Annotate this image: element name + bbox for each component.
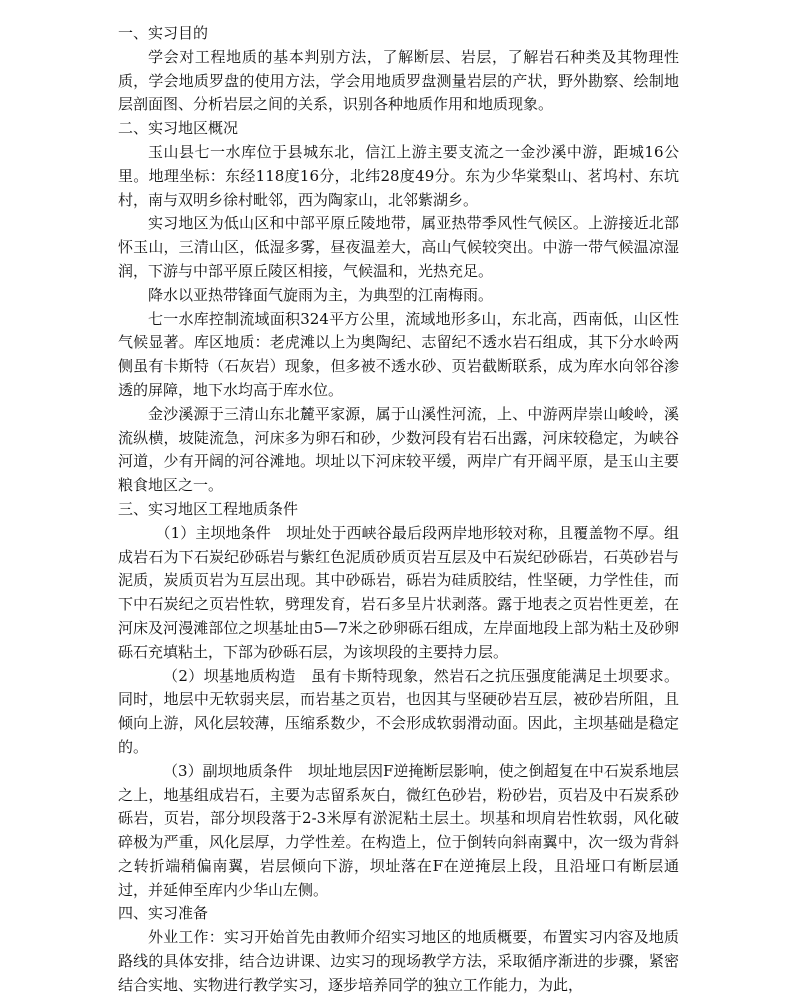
section-overview xyxy=(118,117,679,498)
paragraph: 玉山县七一水库位于县城东北，信江上游主要支流之一金沙溪中游，距城16公里。地理坐标：东经118度16分，北纬28度49分。东为少华棠梨山、茗坞村、东坑村，南与双明乡徐村毗邻，西为陶家山，北邻紫湖乡。 xyxy=(118,142,679,209)
section-preparation xyxy=(118,902,679,997)
paragraph: （2）坝基地质构造 虽有卡斯特现象，然岩石之抗压强度能满足土坝要求。同时，地层中无软弱夹层，而岩基之页岩，也因其与坚硬砂岩互层，被砂岩所阻，且倾向上游，风化层较薄，压缩系数少，不会形成软弱滑动面。因此，主坝基础是稳定的。 xyxy=(118,666,679,756)
paragraph: 七一水库控制流域面积324平方公里，流域地形多山，东北高，西南低，山区性气候显著。库区地质：老虎滩以上为奥陶纪、志留纪不透水岩石组成，其下分水岭两侧虽有卡斯特（石灰岩）现象，但多被不透水砂、页岩截断联系，成为库水向邻谷渗透的屏障，地下水均高于库水位。 xyxy=(118,309,679,399)
section-heading: 二、实习地区概况 xyxy=(118,119,239,138)
paragraph: 金沙溪源于三清山东北麓平家源，属于山溪性河流，上、中游两岸崇山峻岭，溪流纵横，坡陡流急，河床多为卵石和砂，少数河段有岩石出露，河床较稳定，为峡谷河道，少有开阔的河谷滩地。坝址以下河床较平缓，两岸广有开阔平原，是玉山主要粮食地区之一。 xyxy=(118,404,679,495)
section-heading: 三、实习地区工程地质条件 xyxy=(118,499,299,518)
paragraph: 外业工作：实习开始首先由教师介绍实习地区的地质概要，布置实习内容及地质路线的具体安排，结合边讲课、边实习的现场教学方法，采取循序渐进的步骤，紧密结合实地、实物进行教学实习，逐步培养同学的独立工作能力，为此， xyxy=(118,928,679,994)
section-purpose xyxy=(118,22,679,117)
paragraph: 学会对工程地质的基本判别方法，了解断层、岩层，了解岩石种类及其物理性质，学会地质罗盘的使用方法，学会用地质罗盘测量岩层的产状，野外勘察、绘制地层剖面图、分析岩层之间的关系，识别各种地质作用和地质现象。 xyxy=(118,47,679,114)
section-heading: 四、实习准备 xyxy=(118,904,209,923)
section-heading: 一、实习目的 xyxy=(118,24,209,42)
paragraph: 实习地区为低山区和中部平原丘陵地带，属亚热带季风性气候区。上游接近北部怀玉山，三清山区，低湿多雾，昼夜温差大，高山气候较突出。中游一带气候温凉湿润，下游与中部平原丘陵区相接，气候温和，光热充足。 xyxy=(118,214,679,280)
section-geology-conditions xyxy=(118,498,679,903)
paragraph: （1）主坝地条件 坝址处于西峡谷最后段两岸地形较对称，且覆盖物不厚。组成岩石为下石炭纪砂砾岩与紫红色泥质砂质页岩互层及中石炭纪砂砾岩，石英砂岩与泥质，炭质页岩为互层出现。其中砂砾岩，砾岩为硅质胶结，性坚硬，力学性佳，而下中石炭纪之页岩性软，劈理发育，岩石多呈片状剥落。露于地表之页岩性更差，在河床及河漫滩部位之坝基址由5—7米之砂卵砾石组成，左岸面地段上部为粘土及砂卵砾石充填粘土，下部为砂砾石层，为该坝段的主要持力层。 xyxy=(118,523,679,661)
paragraph: （3）副坝地质条件 坝址地层因F逆掩断层影响，使之倒超复在中石炭系地层之上，地基组成岩石，主要为志留系灰白，微红色砂岩，粉砂岩，页岩及中石炭系砂砾岩，页岩，部分坝段落于2-3米厚有淤泥粘土层土。坝基和坝肩岩性软弱，风化破碎极为严重，风化层厚，力学性差。在构造上，位于倒转向斜南翼中，次一级为背斜之转折端稍偏南翼，岩层倾向下游，坝址落在F在逆掩层上段，且沿垭口有断层通过，并延伸至库内少华山左侧。 xyxy=(118,761,679,899)
paragraph: 降水以亚热带锋面气旋雨为主，为典型的江南梅雨。 xyxy=(148,285,494,304)
